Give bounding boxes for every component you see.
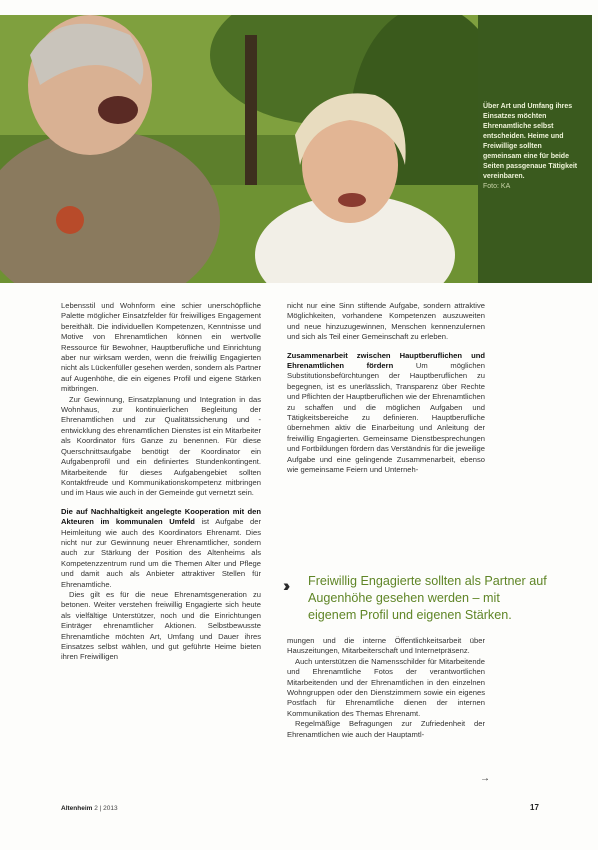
caption-text: Über Art und Umfang ihres Einsatzes möchten Ehrenamtliche selbst entscheiden. Heime und Freiwillige sollten gemeinsam eine für beide Seiten passgenaue Tätigkeit vereinbaren. [483,103,578,180]
photo-caption [483,102,579,192]
left-paragraph-3 [61,507,261,590]
right-paragraph-4: Auch unterstützen die Namensschilder für Mitarbeitende und Ehrenamtliche Fotos der verantwortlichen Mitarbeitenden und der Ehrenamtlichen in den einzelnen Wohngruppen oder den Dienstzimmern sowie ein eigenes Postfach für Ehrenamtliche dienen der internen Kommunikation des Themas Ehrenamt. [287,656,485,718]
hero-photo [0,15,478,283]
right-paragraph-3: mungen und die interne Öffentlichkeitsarbeit über Hauszeitungen, Mitarbeiterschaft und Internetpräsenz. [287,636,485,656]
left-paragraph-3-text: ist Aufgabe der Heimleitung wie auch des Koordinators Ehrenamt. Dies nicht nur zur Gewinnung neuer Ehrenamtlicher, sondern auch zur Stärkung der Position des Altenheims als Kompetenzzentrum rund um die Themen Alter und Pflege und damit auch als Anbieter attraktiver Stellen für Ehrenamtliche. [61,517,261,589]
footer-magazine [61,805,118,812]
right-paragraph-2 [287,351,485,476]
left-paragraph-2: Zur Gewinnung, Einsatzplanung und Integration in das Wohnhaus, zur kontinuierlichen Begleitung der Ehrenamtlichen und zur Qualitätssicherung und -entwicklung des ehrenamtlichen Dienstes ist ein Mitarbeiter als Koordinator fürs Ganze zu benennen. Für diese Querschnittsaufgabe benötigt der Koordinator ein Aufgabenprofil und ein definiertes Stundenkontingent. Mitarbeitende für dieses Aufgabengebiet sollten Kontaktfreude und Kommunikationskompetenz mitbringen und im Haus wie auch in der Gemeinde gut vernetzt sein. [61,394,261,498]
photo-illustration [0,15,478,283]
right-column-top [287,301,485,476]
left-paragraph-1: Lebensstil und Wohnform eine schier unerschöpfliche Palette möglicher Einsatzfelder für freiwilliges Engagement bereithält. Die individuellen Kompetenzen, Kenntnisse und Motive von Ehrenamtlichen können ein wertvolle Ressource für Bewohner, Hauptberufliche und Einrichtung aber nur wirksam werden, wenn die freiwillig Engagierten nicht als Lückenfüller gesehen werden, sondern als Partner auf Augenhöhe, die ein eigenes Profil und eigene Stärken mitbringen. [61,301,261,394]
page-number: 17 [530,803,539,812]
issue-number: 2 | 2013 [94,805,118,812]
pull-quote-text: Freiwillig Engagierte sollten als Partner auf Augenhöhe gesehen werden – mit eigenem Profil und eigenen Stärken. [308,574,547,622]
left-column [61,301,261,663]
right-paragraph-1: nicht nur eine Sinn stiftende Aufgabe, sondern attraktive Möglichkeiten, vorhandene Kompetenzen auszuweiten und neue hinzuzugewinnen, Menschen kennenzulernen und sich als Teil einer Gemeinschaft zu erleben. [287,301,485,342]
right-paragraph-5: Regelmäßige Befragungen zur Zufriedenheit der Ehrenamtlichen wie auch der Hauptamtl- [287,719,485,739]
left-subheading: Die auf Nachhaltigkeit angelegte Kooperation mit den Akteuren im kommunalen Umfeld [61,506,261,527]
double-chevron-icon: ›› [283,576,287,595]
right-column-bottom [287,636,485,740]
right-paragraph-2-text: Um möglichen Substitutionsbefürchtungen der Hauptberuflichen zu begegnen, ist es unerlässlich, Transparenz über Rechte und Pflichten der Hauptberuflichen wie der Ehrenamtlichen zu schaffen und die möglichen Aufgaben und Tätigkeitsbereiche zu definieren. Hauptberufliche übernehmen aktiv die Einarbeitung und Anleitung der freiwillig Engagierten. Gemeinsame Dienstbesprechungen und Fortbildungen fördern das Verständnis für die jeweilige Aufgabe und eine gelingende Zusammenarbeit, ebenso wie gemeinsame Feiern und Unterneh- [287,361,485,475]
left-paragraph-4: Dies gilt es für die neue Ehrenamtsgeneration zu betonen. Weiter verstehen freiwillig Engagierte sich heute als vielfältige Unterstützer, noch und die Einrichtungen Einträger ehrenamtlicher Aktionen. Selbstbewusste Ehrenamtliche möchten Art, Umfang und Dauer ihres Einsatzes selbst wählen, und gut geführte Heime bieten ihren Freiwilligen [61,589,261,662]
pull-quote [283,573,549,624]
continue-arrow-icon: → [480,773,490,784]
right-subheading: Zusammenarbeit zwischen Hauptberuflichen und Ehrenamtlichen fördern [287,350,485,371]
photo-credit: Foto: KA [483,183,511,190]
magazine-name: Altenheim [61,805,93,812]
